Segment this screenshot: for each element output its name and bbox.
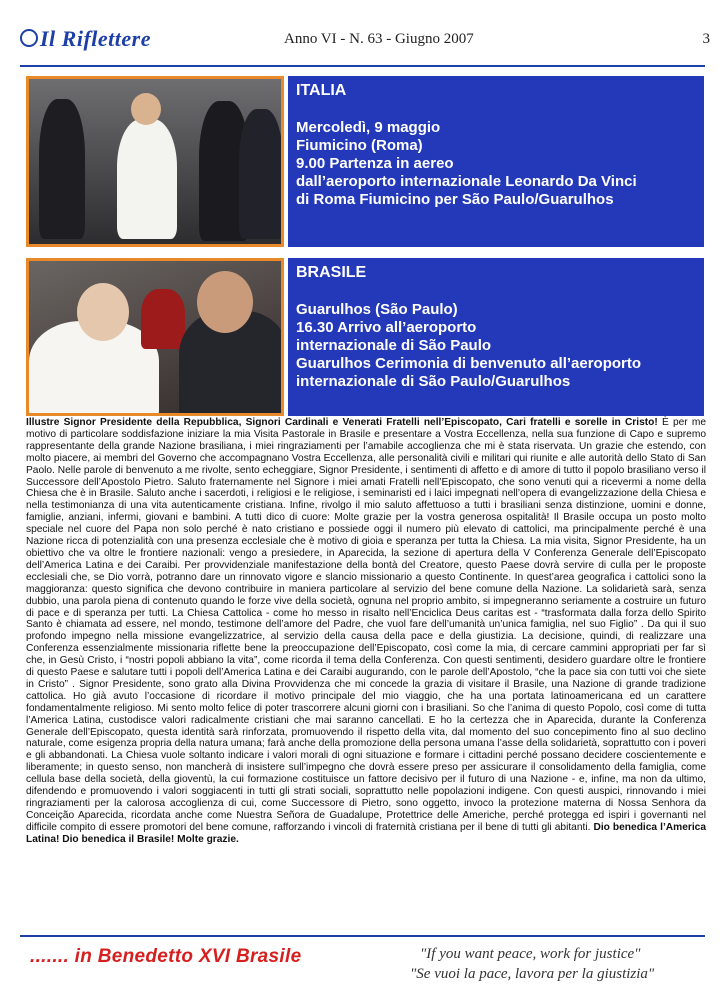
brasile-schedule [296,301,641,391]
photo-figure [239,109,283,239]
photo-figure-head [77,283,129,341]
italia-line: 9.00 Partenza in aereo [296,155,454,172]
page-number: 3 [702,31,710,47]
footer-quote-italian: "Se vuoi la pace, lavora per la giustizia" [410,966,655,982]
logo-swirl-icon [20,29,38,47]
photo-figure [39,99,85,239]
italia-schedule [296,119,637,209]
footer-title: ....... in Benedetto XVI Brasile [30,946,302,967]
brasile-heading: BRASILE [296,264,367,281]
photo-pope-departure [26,76,284,247]
masthead [14,20,714,64]
brasile-line: Guarulhos Cerimonia di benvenuto all’aeroporto [296,355,642,372]
italia-line: Mercoledì, 9 maggio [296,119,441,136]
photo-pope-with-president [26,258,284,416]
speech-body: È per me motivo di particolare soddisfazione iniziare la mia Visita Pastorale in Brasile e presentare a Vostra Eccellenza, nella sua funzione di Capo e supremo rappresentante della grande Nazione brasiliana, i miei ringraziamenti per l’amabile accoglienza che mi è stata riservata. Un grazie che estendo, con molto piacere, ai membri del Governo che accompagnano Vostra Eccellenza, alle personalità civili e militari qui riunite e alle autorità dello Stato di San Paolo. Nelle parole di benvenuto a me rivolte, sento echeggiare, Signor Presidente, i sentimenti di affetto e di amore di tutto il popolo brasiliano verso il Successore dell’Apostolo Pietro. Saluto fraternamente nel Signore i miei amati Fratelli nell’Episcopato, che sono venuti qui a ricevermi a nome della Chiesa che è in Brasile. Saluto anche i sacerdoti, i religiosi e le religiose, i seminaristi ed i laici impegnati nell’opera di evangelizzazione della Chiesa e nella testimonianza di una vita autenticamente cristiana. Infine, rivolgo il mio saluto affettuoso a tutti i brasiliani senza distinzione, uomini e donne, famiglie, anziani, infermi, giovani e bambini. A tutti dico di cuore: Molte grazie per la vostra generosa ospitalità! Il Brasile occupa un posto molto speciale nel cuore del Papa non solo perché è nato cristiano e possiede oggi il numero più elevato di cattolici, ma principalmente perché è una Nazione ricca di potenzialità con una presenza ecclesiale che è motivo di gioia e speranza per tutta la Chiesa. La mia visita, Signor Presidente, ha un obiettivo che va oltre le frontiere nazionali: vengo a presiedere, in Aparecida, la sezione di apertura della V Conferenza Generale dell’Episcopato dell’America Latina e dei Caraibi. Per provvidenziale manifestazione della bontà del Creatore, questo Paese dovrà servire di culla per le proposte ecclesiali che, se Dio vorrà, potranno dare un rinnovato vigore e slancio missionario a questo Continente. In quest’area geografica i cattolici sono la maggioranza: questo significa che devono contribuire in maniera particolare al servizio del bene comune della Nazione. La solidarietà sarà, senza dubbio, una parola piena di contenuto quando le forze vive della società, ognuna nel proprio ambito, si impegneranno seriamente a costruire un futuro di pace e di speranza per tutti. La Chiesa Cattolica - come ho messo in risalto nell’Enciclica Deus caritas est - “trasformata dalla forza dello Spirito Santo è chiamata ad essere, nel mondo, testimone dell’amore del Padre, che vuol fare dell’umanità un’unica famiglia, nel suo Figlio” . Da qui il suo profondo impegno nella missione evangelizzatrice, al servizio della causa della pace e della giustizia. La decisione, quindi, di realizzare una Conferenza essenzialmente missionaria riflette bene la preoccupazione dell’Episcopato, così come la mia, di cercare cammini appropriati per far sì che, in Gesù Cristo, i “nostri popoli abbiano la vita”, come ricorda il tema della Conferenza. Con questi sentimenti, desidero guardare oltre le frontiere di questo Paese e salutare tutti i popoli dell’America Latina e dei Caraibi augurando, con le parole dell’Apostolo, “che la pace sia con tutti voi che siete in Cristo” . Signor Presidente, sono grato alla Divina Provvidenza che mi concede la grazia di visitare il Brasile, una Nazione di grande tradizione cattolica. Ho già avuto l’occasione di ricordare il motivo principale del mio viaggio, che ha una portata latinoamericana ed un carattere fondamentalmente religioso. Mi sento molto felice di poter trascorrere alcuni giorni con i brasiliani. So che l’anima di questo Popolo, così come di tutta l’America Latina, custodisce valori radicalmente cristiani che mai saranno cancellati. E ho la certezza che in Aparecida, durante la Conferenza Generale dell’Episcopato, questa identità sarà rinforzata, promuovendo il rispetto della vita, dal momento del suo concepimento fino al suo declino naturale, come esigenza propria della natura umana; farà anche della promozione della persona umana l’asse della solidarietà, soprattutto con i poveri e gli abbandonati. La Chiesa vuole soltanto indicare i valori morali di ogni situazione e formare i cittadini perché possano decidere coscientemente e liberamente; in questo senso, non mancherà di insistere sull’impegno che dovrà essere preso per assicurare il consolidamento della famiglia, come cellula base della società, della gioventù, la cui formazione costituisce un fattore decisivo per il futuro di una Nazione - e, infine, ma non da ultimo, difendendo e promuovendo i valori soggiacenti in tutti gli strati sociali, soprattutto nelle popolazioni indigene. Con questi auspici, rinnovando i miei ringraziamenti per la calorosa accoglienza di cui, come Successore di Pietro, sono oggetto, invoco la protezione materna di Nossa Senhora da Conceição Aparecida, ricordata anche come Nuestra Señora de Guadalupe, Protettrice delle Americhe, perché protegga ed ispiri i governanti nel difficile compito di essere promotori del bene comune, rafforzando i vincoli di fraternità cristiana per il bene di tutti gli abitanti. [26,417,706,833]
speech-greeting: Illustre Signor Presidente della Repubblica, Signori Cardinali e Venerati Fratelli nell’Episcopato, Cari fratelli e sorelle in Cristo! [26,417,658,428]
footer-quote-english: "If you want peace, work for justice" [420,946,641,962]
italia-line: dall’aeroporto internazionale Leonardo Da Vinci [296,173,637,190]
brasile-line: 16.30 Arrivo all’aeroporto [296,319,477,336]
italia-box [288,76,704,247]
top-divider [20,65,705,67]
photo-figure-cardinal [141,289,185,349]
brasile-box [288,258,704,416]
photo-figure-pope [117,119,177,239]
brasile-line: Guarulhos (São Paulo) [296,301,458,318]
photo-figure-head [197,271,253,333]
italia-line: di Roma Fiumicino per São Paulo/Guarulhos [296,191,614,208]
photo-figure-head [131,93,161,125]
newspaper-logo [20,26,151,52]
issue-info: Anno VI - N. 63 - Giugno 2007 [284,31,474,47]
speech-closing: Dio benedica l’America Latina! Dio benedica il Brasile! Molte grazie. [26,821,706,845]
bottom-divider [20,935,705,937]
brasile-line: internazionale di São Paulo [296,337,492,354]
speech-text [26,417,706,846]
logo-text: Il Riflettere [40,26,151,51]
italia-heading: ITALIA [296,82,347,99]
italia-line: Fiumicino (Roma) [296,137,423,154]
brasile-line: internazionale di São Paulo/Guarulhos [296,373,571,390]
